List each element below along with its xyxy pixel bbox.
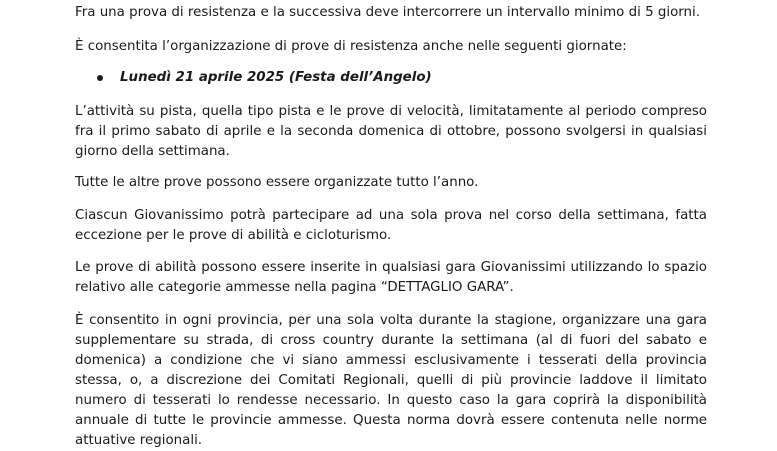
paragraph-other-events: Tutte le altre prove possono essere organizzate tutto l’anno.	[75, 175, 479, 190]
paragraph-rest-interval: Fra una prova di resistenza e la successiva deve intercorrere un intervallo minimo di 5 giorni.	[75, 5, 701, 20]
paragraph-supplementary-race: È consentito in ogni provincia, per una sola volta durante la stagione, organizzare una gara supplementare su strada, di cross country durante la settimana (al di fuori del sabato e domenica) a condizione che vi siano ammessi esclusivamente i tesserati della provincia stessa, o, a discrezione dei Comitati Regionali, quelli di più provincie laddove il limitato numero di tesserati lo rendesse necessario. In questo caso la gara coprirà la disponibilità annuale di tutte le provincie ammesse. Questa norma dovrà essere contenuta nelle norme attuative regionali.	[75, 313, 707, 448]
bullet-dot-icon	[97, 75, 103, 81]
bullet-item-easter-monday: Lunedì 21 aprile 2025 (Festa dell’Angelo)	[120, 70, 432, 85]
paragraph-skill-events: Le prove di abilità possono essere inserite in qualsiasi gara Giovanissimi utilizzando lo spazio relativo alle categorie ammesse nella pagina “DETTAGLIO GARA”.	[75, 260, 707, 295]
paragraph-extra-days-intro: È consentita l’organizzazione di prove di resistenza anche nelle seguenti giornate:	[75, 39, 627, 54]
paragraph-track-activity: L’attività su pista, quella tipo pista e le prove di velocità, limitatamente al periodo compreso fra il primo sabato di aprile e la seconda domenica di ottobre, possono svolgersi in qualsiasi giorno della settimana.	[75, 104, 707, 159]
paragraph-one-event-per-week: Ciascun Giovanissimo potrà partecipare ad una sola prova nel corso della settimana, fatta eccezione per le prove di abilità e cicloturismo.	[75, 208, 707, 243]
